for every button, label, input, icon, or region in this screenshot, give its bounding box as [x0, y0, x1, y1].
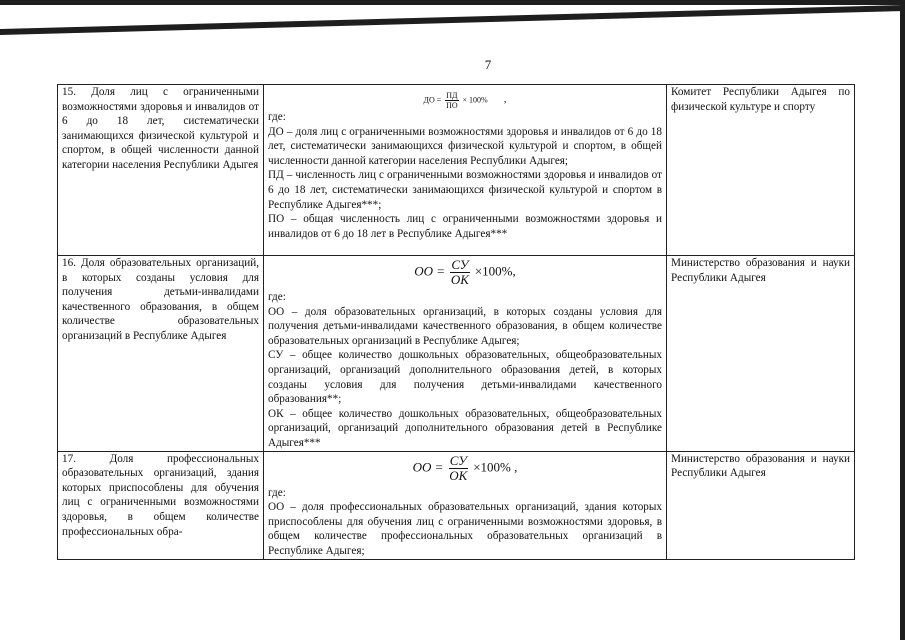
where-label: где:	[268, 486, 286, 499]
formula-rhs: × 100%	[462, 95, 488, 105]
indicators-table	[57, 84, 855, 560]
table-row	[58, 85, 855, 256]
formula-lhs: ДО =	[423, 95, 442, 105]
formula-denominator: ОК	[449, 467, 468, 483]
indicator-text: 15. Доля лиц с ограниченными возможностями здоровья и инвалидов от 6 до 18 лет, систематически занимающихся физической культурой и спортом, в общей численности данной категории населения Республики Адыгея	[62, 86, 259, 171]
formula-cell	[264, 451, 667, 559]
formula-lhs: ОО =	[412, 459, 444, 475]
formula-lhs: ОО =	[414, 263, 446, 279]
indicator-cell	[58, 256, 264, 452]
definition-paragraph: ДО – доля лиц с ограниченными возможностями здоровья и инвалидов от 6 до 18 лет, систематически занимающихся физической культурой и спортом, в общей численности данной категории населения Республики Адыгея;	[268, 125, 662, 167]
formula	[268, 85, 662, 110]
formula	[268, 256, 662, 290]
responsible-cell	[667, 451, 855, 559]
formula-denominator: ПО	[446, 101, 458, 110]
page-number: 7	[484, 57, 492, 72]
definition-paragraph: ОО – доля профессиональных образовательных организаций, здания которых приспособлены для обучения лиц с ограниченными возможностями здоровья, в общем количестве профессиональных образовательных организаций в Республике Адыгея;	[268, 501, 662, 557]
formula-cell	[264, 85, 667, 256]
formula-rhs: ×100%,	[474, 263, 516, 279]
where-label: где:	[268, 111, 286, 123]
formula-numerator: ПД	[446, 91, 458, 100]
responsible-text: Министерство образования и науки Республики Адыгея	[671, 452, 850, 480]
formula	[268, 452, 662, 486]
indicator-cell	[58, 85, 264, 256]
indicator-cell	[58, 451, 264, 559]
formula-denominator: ОК	[450, 272, 469, 287]
indicator-text: 16. Доля образовательных организаций, в которых созданы условия для получения детьми-инвалидами качественного образования, в общем количестве образовательных организаций в Республике Адыгея	[62, 257, 259, 342]
formula-rhs: ×100% ,	[473, 459, 518, 475]
responsible-cell	[667, 85, 855, 256]
definition-paragraph: ПО – общая численность лиц с ограниченными возможностями здоровья и инвалидов от 6 до 18 лет в Республике Адыгея***	[268, 213, 662, 240]
formula-numerator: СУ	[449, 452, 467, 468]
formula-cell	[264, 256, 667, 452]
table-row	[58, 451, 855, 559]
indicator-text: 17. Доля профессиональных образовательных организаций, здания которых приспособлены для обучения лиц с ограниченными возможностями здоровья, в общем количестве профессиональных обра-	[62, 452, 259, 538]
formula-fraction	[445, 91, 458, 110]
definition-paragraph: ОО – доля образовательных организаций, в которых созданы условия для получения детьми-инвалидами качественного образования, в общем количестве образовательных организаций в Республике Адыгея;	[268, 305, 662, 347]
responsible-text: Министерство образования и науки Республики Адыгея	[671, 257, 850, 284]
definition-paragraph: СУ – общее количество дошкольных образовательных, общеобразовательных организаций, организаций дополнительного образования детей, в которых созданы условия для получения детьми-инвалидами качественного образования**;	[268, 349, 662, 406]
formula-trail: ,	[503, 93, 507, 106]
definition-paragraph: ПД – численность лиц с ограниченными возможностями здоровья и инвалидов от 6 до 18 лет, систематически занимающихся физической культурой и спортом в Республике Адыгея***;	[268, 169, 662, 211]
formula-numerator: СУ	[451, 257, 469, 272]
responsible-text: Комитет Республики Адыгея по физической культуре и спорту	[671, 86, 850, 113]
scan-corner-shadow	[0, 5, 905, 35]
definition-paragraph: ОК – общее количество дошкольных образовательных, общеобразовательных организаций, организаций дополнительного образования детей в Республике Адыгея***	[268, 407, 662, 449]
where-label: где:	[268, 291, 286, 303]
table-row	[58, 256, 855, 452]
responsible-cell	[667, 256, 855, 452]
formula-fraction	[450, 258, 469, 287]
formula-fraction	[449, 454, 468, 483]
scan-edge-right	[900, 0, 905, 640]
